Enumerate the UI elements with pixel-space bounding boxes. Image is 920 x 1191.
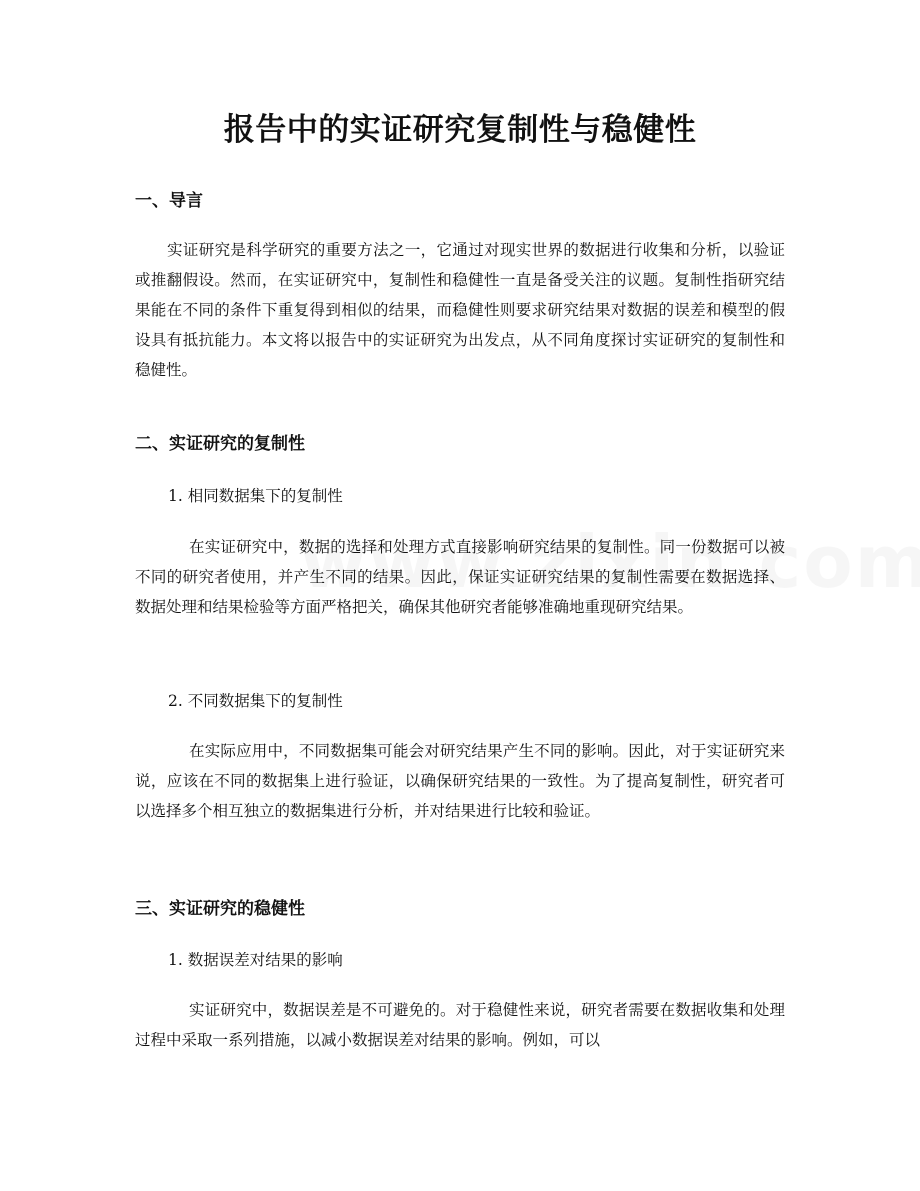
section-heading-replicability: 二、实证研究的复制性	[135, 434, 305, 454]
data-error-paragraph: 实证研究中，数据误差是不可避免的。对于稳健性来说，研究者需要在数据收集和处理过程中采取一系列措施，以减小数据误差对结果的影响。例如，可以	[135, 1001, 785, 1049]
different-dataset-paragraph: 在实际应用中，不同数据集可能会对研究结果产生不同的影响。因此，对于实证研究来说，应该在不同的数据集上进行验证，以确保研究结果的一致性。为了提高复制性，研究者可以选择多个相互独立的数据集进行分析，并对结果进行比较和验证。	[135, 742, 785, 820]
subsection-heading-different-dataset: 2. 不同数据集下的复制性	[168, 692, 343, 710]
document-title: 报告中的实证研究复制性与稳健性	[223, 112, 697, 148]
section-heading-intro: 一、导言	[135, 191, 203, 211]
section-heading-robustness: 三、实证研究的稳健性	[135, 899, 305, 919]
subsection-heading-data-error: 1. 数据误差对结果的影响	[168, 951, 343, 969]
intro-paragraph: 实证研究是科学研究的重要方法之一，它通过对现实世界的数据进行收集和分析，以验证或推翻假设。然而，在实证研究中，复制性和稳健性一直是备受关注的议题。复制性指研究结果能在不同的条件下重复得到相似的结果，而稳健性则要求研究结果对数据的误差和模型的假设具有抵抗能力。本文将以报告中的实证研究为出发点，从不同角度探讨实证研究的复制性和稳健性。	[135, 241, 785, 379]
subsection-heading-same-dataset: 1. 相同数据集下的复制性	[168, 487, 343, 505]
same-dataset-paragraph: 在实证研究中，数据的选择和处理方式直接影响研究结果的复制性。同一份数据可以被不同的研究者使用，并产生不同的结果。因此，保证实证研究结果的复制性需要在数据选择、数据处理和结果检验等方面严格把关，确保其他研究者能够准确地重现研究结果。	[135, 538, 785, 616]
